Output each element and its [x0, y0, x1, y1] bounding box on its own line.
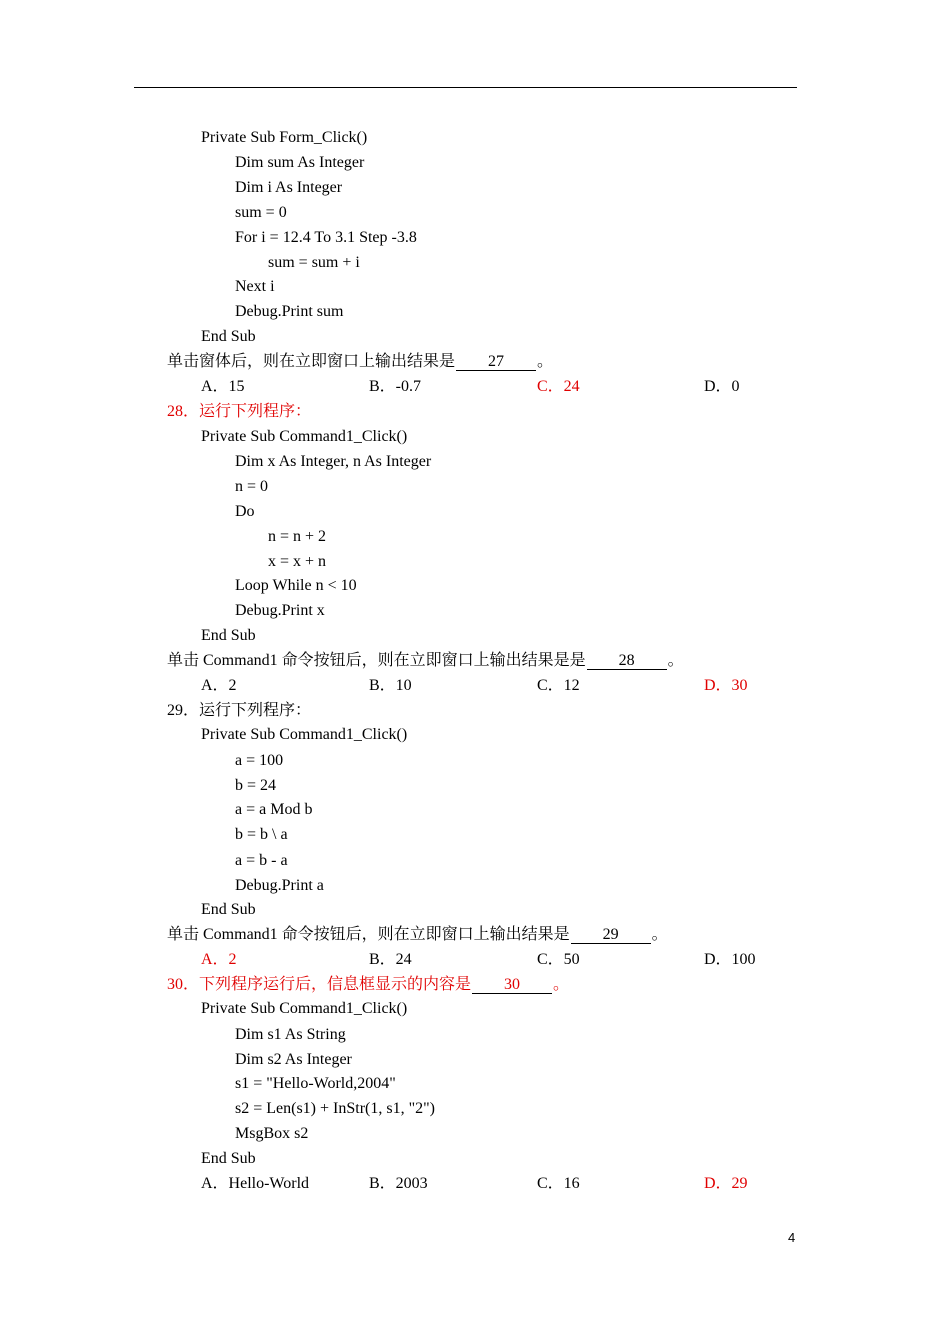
- code-line: Dim sum As Integer: [235, 154, 365, 171]
- option-c: C．12: [537, 677, 580, 694]
- code-line: Private Sub Command1_Click(): [201, 428, 408, 445]
- code-line: a = b - a: [235, 852, 288, 869]
- option-d-correct: D．30: [704, 677, 748, 694]
- option-d-correct: D．29: [704, 1175, 748, 1192]
- code-line: a = a Mod b: [235, 801, 313, 818]
- question-prompt: 单击 Command1 命令按钮后，则在立即窗口上输出结果是 29 。: [167, 926, 668, 943]
- option-b: B．2003: [369, 1175, 428, 1192]
- question-title: 29．运行下列程序：: [167, 702, 312, 719]
- option-d: D．100: [704, 951, 756, 968]
- answer-blank: 27: [456, 353, 536, 371]
- code-line: End Sub: [201, 627, 256, 644]
- code-line: sum = sum + i: [268, 254, 360, 271]
- header-rule: [134, 87, 797, 88]
- code-line: MsgBox s2: [235, 1125, 309, 1142]
- code-line: Debug.Print x: [235, 602, 325, 619]
- code-line: s1 = "Hello-World,2004": [235, 1075, 396, 1092]
- code-line: sum = 0: [235, 204, 287, 221]
- code-line: Dim s1 As String: [235, 1026, 346, 1043]
- option-a: A．15: [201, 378, 245, 395]
- code-line: b = 24: [235, 777, 277, 794]
- code-line: End Sub: [201, 328, 256, 345]
- question-prompt: 单击 Command1 命令按钮后，则在立即窗口上输出结果是是 28 。: [167, 652, 684, 669]
- code-line: Do: [235, 503, 255, 520]
- code-line: Dim x As Integer, n As Integer: [235, 453, 432, 470]
- code-line: b = b \ a: [235, 826, 288, 843]
- question-title: 28．运行下列程序：: [167, 403, 312, 420]
- code-line: Loop While n < 10: [235, 577, 357, 594]
- code-line: n = 0: [235, 478, 269, 495]
- page-number: 4: [788, 1230, 796, 1245]
- question-prompt: 单击窗体后，则在立即窗口上输出结果是 27 。: [167, 353, 554, 370]
- code-line: a = 100: [235, 752, 284, 769]
- code-line: Dim i As Integer: [235, 179, 343, 196]
- option-a: A．Hello-World: [201, 1175, 310, 1192]
- option-a-correct: A．2: [201, 951, 237, 968]
- code-line: Dim s2 As Integer: [235, 1051, 352, 1068]
- answer-blank: 30: [472, 976, 552, 994]
- code-line: End Sub: [201, 901, 256, 918]
- question-title: 30．下列程序运行后，信息框显示的内容是 30 。: [167, 976, 570, 993]
- option-c: C．50: [537, 951, 580, 968]
- option-d: D．0: [704, 378, 740, 395]
- code-line: Debug.Print a: [235, 877, 324, 894]
- option-a: A．2: [201, 677, 237, 694]
- code-line: Private Sub Command1_Click(): [201, 726, 408, 743]
- code-line: End Sub: [201, 1150, 256, 1167]
- code-line: n = n + 2: [268, 528, 327, 545]
- code-line: For i = 12.4 To 3.1 Step -3.8: [235, 229, 417, 246]
- answer-blank: 28: [587, 652, 667, 670]
- code-line: Debug.Print sum: [235, 303, 344, 320]
- option-c-correct: C．24: [537, 378, 580, 395]
- code-line: Private Sub Form_Click(): [201, 129, 368, 146]
- option-c: C．16: [537, 1175, 580, 1192]
- code-line: s2 = Len(s1) + InStr(1, s1, "2"): [235, 1100, 435, 1117]
- option-b: B．-0.7: [369, 378, 422, 395]
- answer-blank: 29: [571, 926, 651, 944]
- code-line: Next i: [235, 278, 275, 295]
- option-b: B．24: [369, 951, 412, 968]
- code-line: x = x + n: [268, 553, 327, 570]
- code-line: Private Sub Command1_Click(): [201, 1000, 408, 1017]
- option-b: B．10: [369, 677, 412, 694]
